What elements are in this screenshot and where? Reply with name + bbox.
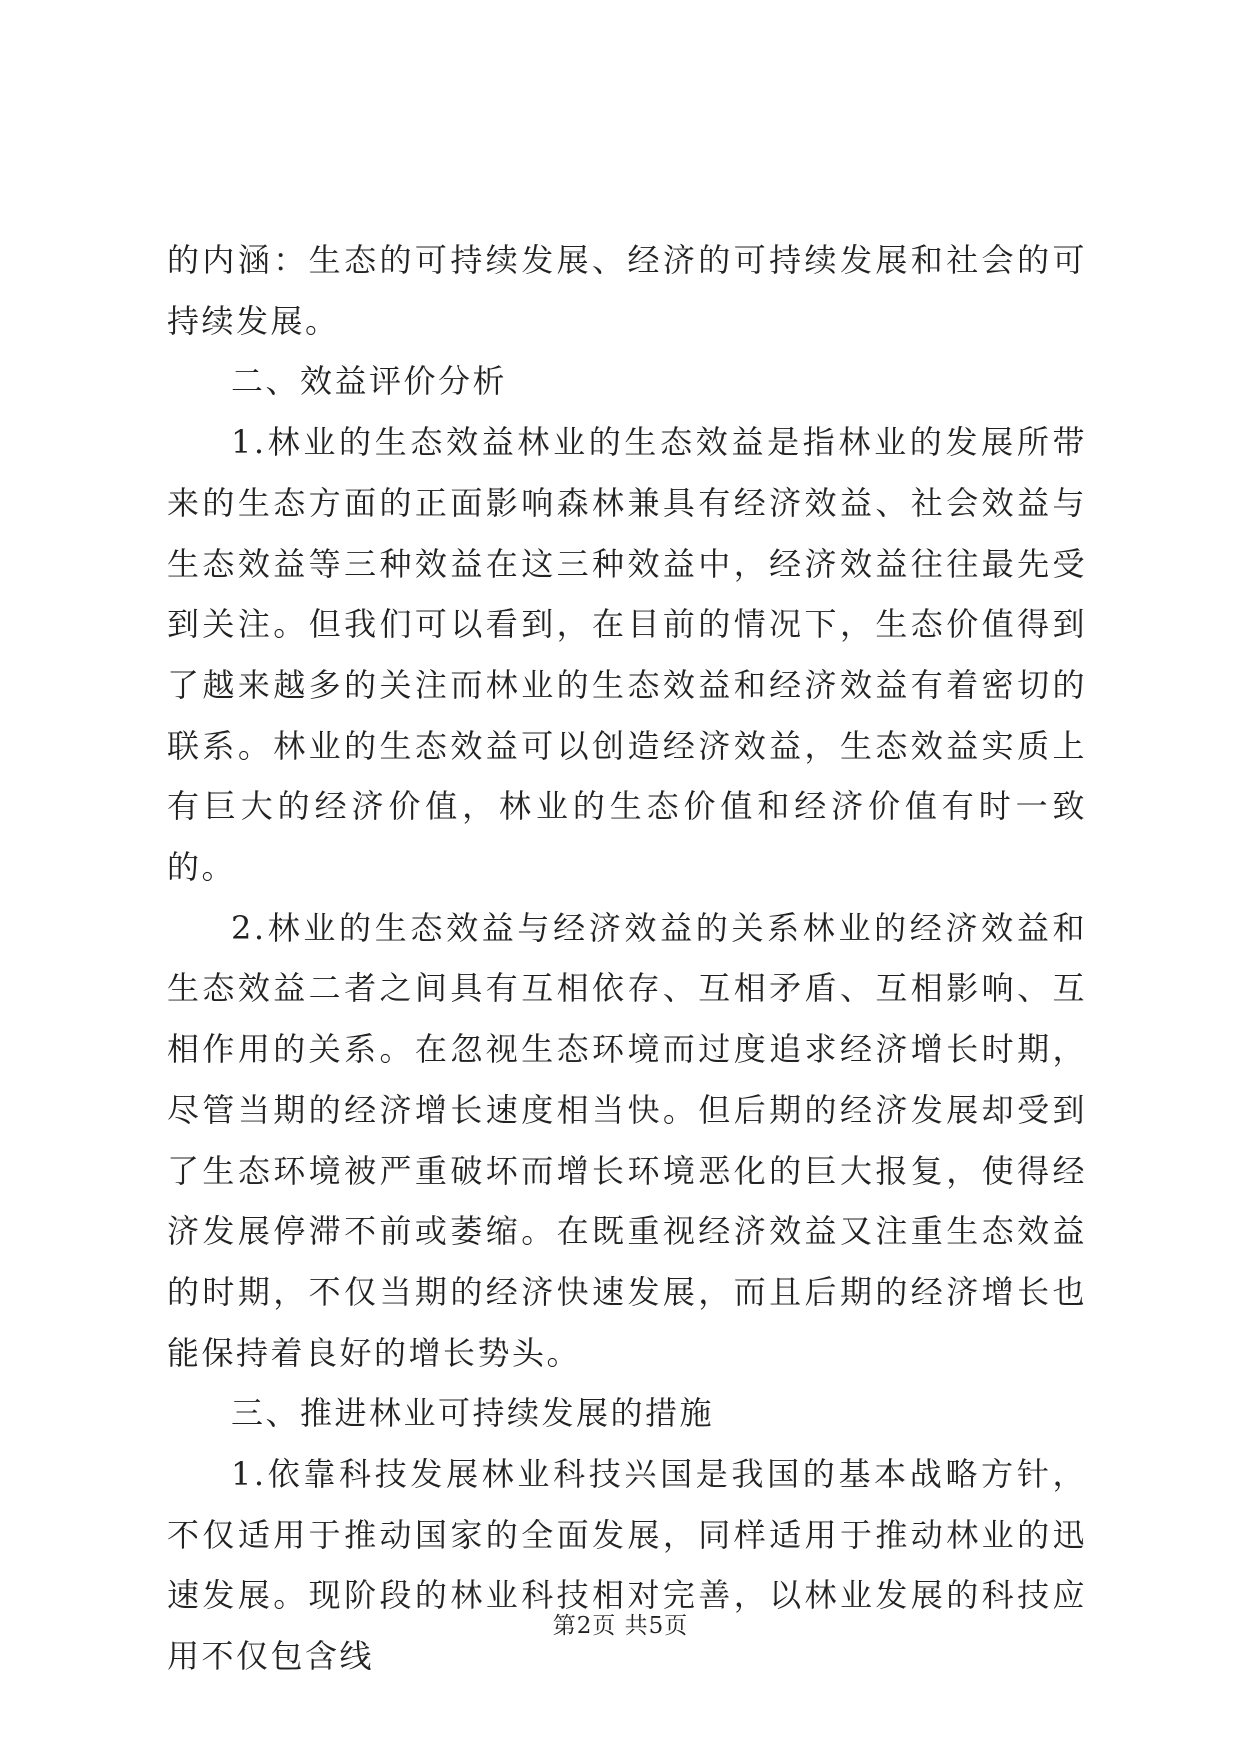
section-heading-measures: 三、推进林业可持续发展的措施 <box>231 1394 715 1433</box>
page-footer: 第2页 共5页 <box>552 1613 689 1639</box>
paragraph-ecological-benefit: 1.林业的生态效益林业的生态效益是指林业的发展所带来的生态方面的正面影响森林兼具有经济效益、社会效益与生态效益等三种效益在这三种效益中，经济效益往往最先受到关注。但我们可以看到，在目前的情况下，生态价值得到了越来越多的关注而林业的生态效益和经济效益有着密切的联系。林业的生态效益可以创造经济效益，生态效益实质上有巨大的经济价值，林业的生态价值和经济价值有时一致的。 <box>167 423 1087 887</box>
paragraph-continuation: 的内涵：生态的可持续发展、经济的可持续发展和社会的可持续发展。 <box>167 241 1087 340</box>
document-body <box>167 230 1087 1687</box>
section-heading-benefit-evaluation: 二、效益评价分析 <box>231 362 508 401</box>
paragraph-ecological-economic-relation: 2.林业的生态效益与经济效益的关系林业的经济效益和生态效益二者之间具有互相依存、互相矛盾、互相影响、互相作用的关系。在忽视生态环境而过度追求经济增长时期，尽管当期的经济增长速度相当快。但后期的经济发展却受到了生态环境被严重破坏而增长环境恶化的巨大报复，使得经济发展停滞不前或萎缩。在既重视经济效益又注重生态效益的时期，不仅当期的经济快速发展，而且后期的经济增长也能保持着良好的增长势头。 <box>167 908 1087 1372</box>
paragraph-technology: 1.依靠科技发展林业科技兴国是我国的基本战略方针，不仅适用于推动国家的全面发展，同样适用于推动林业的迅速发展。现阶段的林业科技相对完善，以林业发展的科技应用不仅包含线 <box>167 1455 1087 1676</box>
